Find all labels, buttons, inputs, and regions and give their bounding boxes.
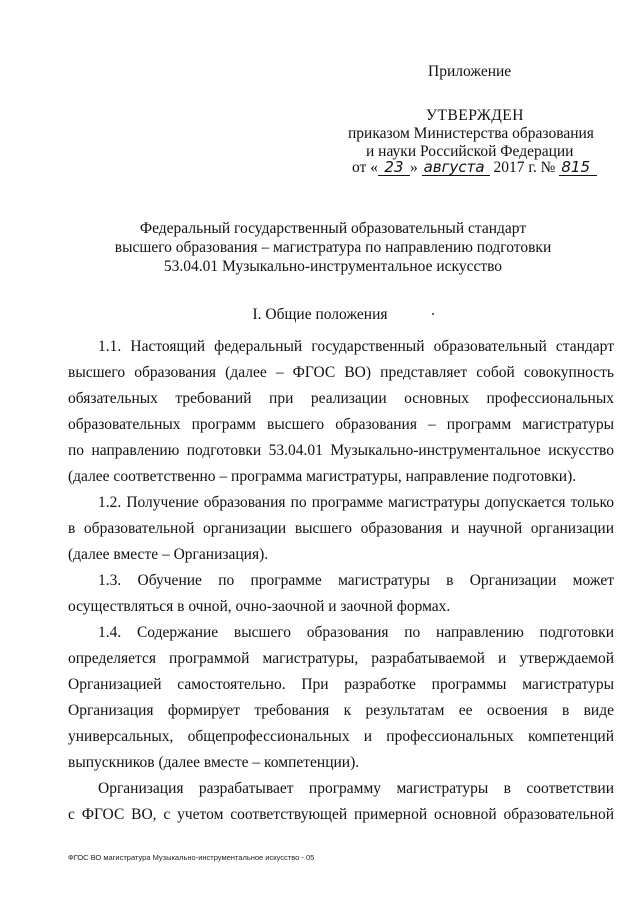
approved-label: УТВЕРЖДЕН	[426, 107, 524, 124]
paragraph-line: образовательных программ высшего образования – программ магистратуры	[68, 416, 614, 433]
page-footer: ФГОС ВО магистратура Музыкально-инструментальное искусство - 05	[68, 853, 315, 862]
order-line-1: приказом Министерства образования	[348, 125, 594, 142]
date-prefix: от «	[352, 159, 378, 176]
title-line-3: 53.04.01 Музыкально-инструментальное искусство	[163, 258, 503, 275]
paragraph-line: 1.1. Настоящий федеральный государственный образовательный стандарт	[98, 338, 614, 355]
paragraph-line: высшего образования (далее – ФГОС ВО) представляет собой совокупность	[68, 364, 614, 381]
paragraph	[68, 620, 614, 776]
paragraph-line: Организацией самостоятельно. При разработке программы магистратуры	[68, 676, 614, 693]
date-month-handwritten: августа	[422, 159, 490, 176]
paragraph	[68, 776, 614, 828]
section-heading	[0, 305, 640, 324]
paragraph-line: (далее вместе – Организация).	[68, 546, 269, 563]
stray-mark	[432, 313, 434, 315]
paragraph-line: Организация разрабатывает программу магистратуры в соответствии	[98, 780, 614, 797]
title-line-2: высшего образования – магистратура по направлению подготовки	[114, 239, 552, 256]
paragraph-line: выпускников (далее вместе – компетенции).	[68, 754, 360, 771]
order-line-2: и науки Российской Федерации	[366, 143, 574, 160]
document-body	[68, 334, 614, 828]
paragraph-line: 1.4. Содержание высшего образования по направлению подготовки	[98, 624, 614, 641]
section-heading-text: I. Общие положения	[252, 306, 388, 323]
paragraph	[68, 568, 614, 620]
paragraph	[68, 490, 614, 568]
date-year: 2017 г. №	[493, 159, 556, 176]
order-number-handwritten: 815	[559, 159, 597, 176]
paragraph-line: универсальных, общепрофессиональных и профессиональных компетенций	[68, 728, 614, 745]
document-title	[0, 219, 640, 276]
paragraph-line: по направлению подготовки 53.04.01 Музыкально-инструментальное искусство	[68, 442, 614, 459]
paragraph	[68, 334, 614, 490]
date-day-handwritten: 23	[378, 159, 410, 176]
paragraph-line: 1.2. Получение образования по программе магистратуры допускается только	[98, 494, 614, 511]
order-date-line	[352, 158, 597, 177]
paragraph-line: с ФГОС ВО, с учетом соответствующей примерной основной образовательной	[68, 806, 614, 823]
paragraph-line: Организация формирует требования к результатам ее освоения в виде	[68, 702, 614, 719]
paragraph-line: (далее соответственно – программа магистратуры, направление подготовки).	[68, 468, 577, 485]
paragraph-line: в образовательной организации высшего образования и научной организации	[68, 520, 614, 537]
appendix-label: Приложение	[428, 63, 512, 80]
paragraph-line: определяется программой магистратуры, разрабатываемой и утверждаемой	[68, 650, 614, 667]
title-line-1: Федеральный государственный образовательный стандарт	[139, 220, 527, 237]
paragraph-line: обязательных требований при реализации основных профессиональных	[68, 390, 614, 407]
date-mid: »	[409, 159, 418, 176]
paragraph-line: осуществляться в очной, очно-заочной и заочной формах.	[68, 598, 451, 615]
paragraph-line: 1.3. Обучение по программе магистратуры в Организации может	[98, 572, 614, 589]
